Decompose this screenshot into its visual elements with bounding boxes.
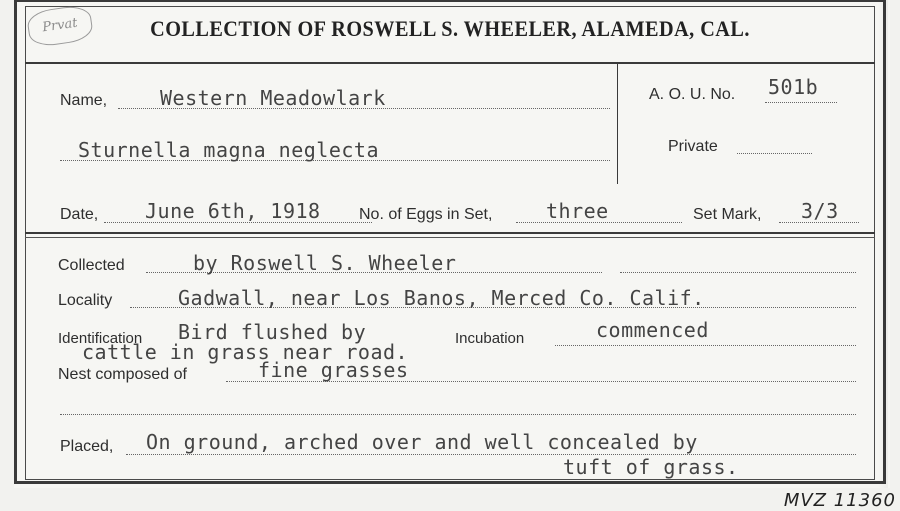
private-stamp: Prvat [26,4,94,49]
identification-value-1: Bird flushed by [178,320,367,344]
identification-value-2: cattle in grass near road. [82,340,409,364]
private-line [737,153,812,154]
date-divider-bottom [25,237,875,238]
placed-value-1: On ground, arched over and well concealed by [146,430,698,454]
header-divider [25,62,875,64]
card-title: COLLECTION OF ROSWELL S. WHEELER, ALAMEDA, CAL. [150,16,750,41]
catalog-number: MVZ 11360 [783,490,896,511]
collected-line-2 [620,272,856,273]
incubation-value: commenced [596,318,709,342]
eggs-label: No. of Eggs in Set, [359,206,493,223]
set-mark-value: 3/3 [801,199,839,223]
identification-label: Identification [58,330,143,347]
placed-value-2: tuft of grass. [563,455,739,479]
placed-label: Placed, [60,438,114,455]
placed-line [126,454,856,455]
nest-value: fine grasses [258,358,409,382]
aou-column-divider [617,64,618,184]
nest-label: Nest composed of [58,366,187,383]
locality-label: Locality [58,292,113,309]
incubation-line [555,345,856,346]
name-label: Name, [60,92,108,109]
date-label: Date, [60,206,99,223]
card-inner-border [25,6,875,480]
scientific-name-value: Sturnella magna neglecta [78,138,379,162]
collected-label: Collected [58,257,125,274]
aou-line [765,102,837,103]
date-divider-top [25,232,875,234]
nest-line-2 [60,414,856,415]
collected-value: by Roswell S. Wheeler [193,251,457,275]
locality-value: Gadwall, near Los Banos, Merced Co. Calif. [178,286,705,310]
date-value: June 6th, 1918 [145,199,321,223]
common-name-value: Western Meadowlark [160,86,386,110]
aou-label: A. O. U. No. [649,86,736,103]
incubation-label: Incubation [455,330,525,347]
set-mark-label: Set Mark, [693,206,762,223]
private-label: Private [668,138,718,155]
aou-number-value: 501b [768,75,819,99]
eggs-value: three [546,199,609,223]
